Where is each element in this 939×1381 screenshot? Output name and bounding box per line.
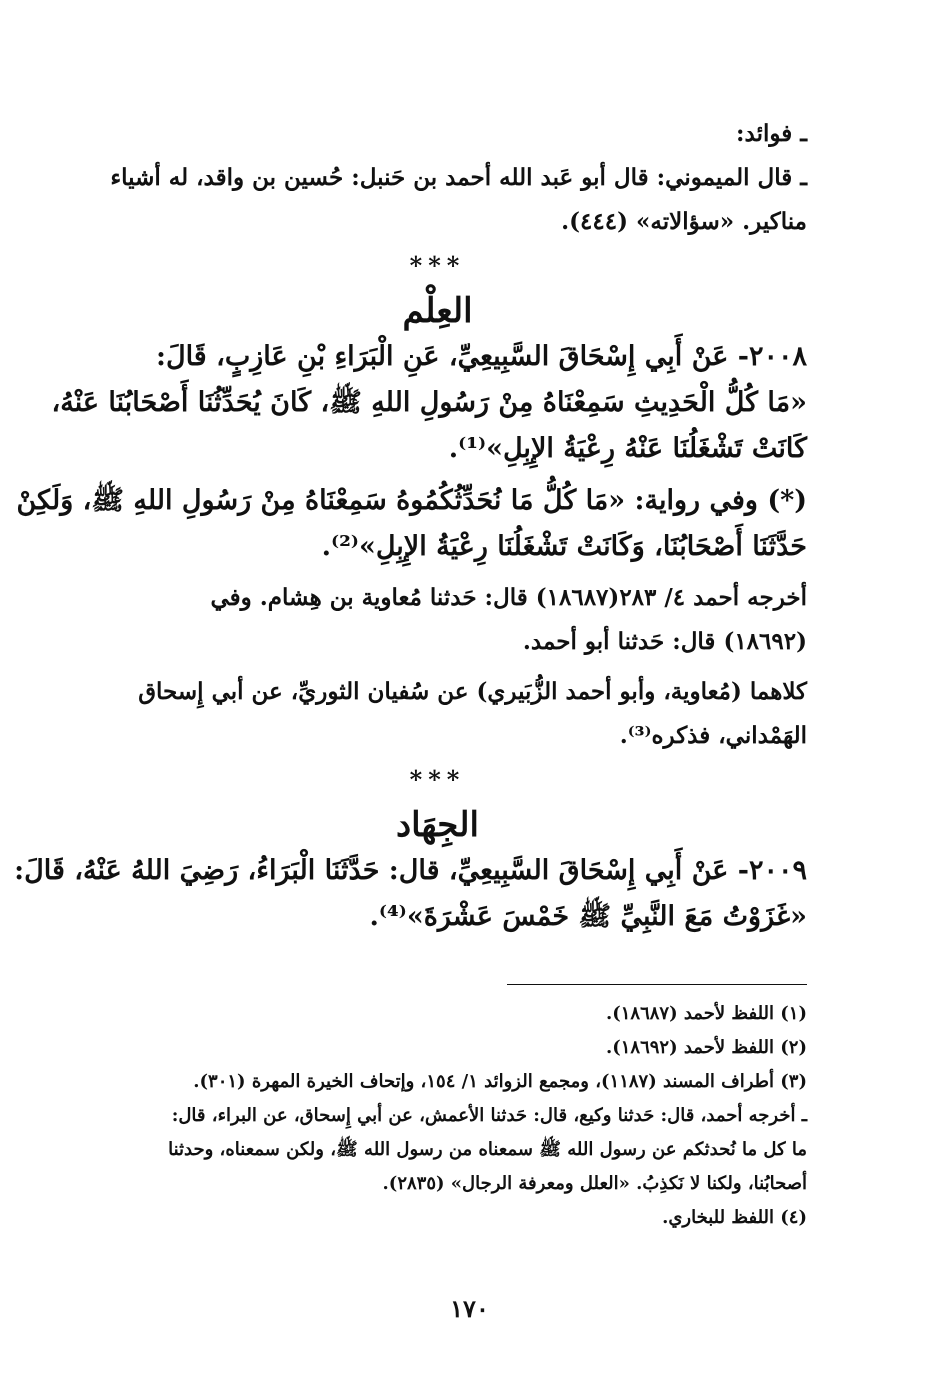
fawaid-line: ـ قال الميموني: قال أبو عَبد الله أحمد بن حَنبل: حُسين بن واقد، له أشياء <box>110 164 807 191</box>
footnote: ما كل ما نُحدثكم عن رسول الله ﷺ سمعناه من رسول الله ﷺ، ولكن سمعناه، وحدثنا <box>168 1139 807 1160</box>
section-title-ilm: العِلْم <box>402 291 473 331</box>
riwaya-line: حَدَّثَنَا أَصْحَابُنَا، وَكَانَتْ تَشْغَلُنَا رِعْيَةُ الإِبِلِ»⁽²⁾. <box>321 531 807 562</box>
hadith-2009-line: «غَزَوْتُ مَعَ النَّبِيِّ ﷺ خَمْسَ عَشْرَةَ»⁽⁴⁾. <box>369 901 807 932</box>
riwaya-line: (*) وفي رواية: «مَا كُلُّ مَا نُحَدِّثُكُمُوهُ سَمِعْنَاهُ مِنْ رَسُولِ اللهِ ﷺ، وَلَكِنْ <box>16 485 807 516</box>
hadith-2008-line: كَانَتْ تَشْغَلُنَا عَنْهُ رِعْيَةُ الإِبِلِ»⁽¹⁾. <box>448 433 807 464</box>
footnote: أصحابُنا، ولكنا لا نَكذِبُ. «العلل ومعرفة الرجال» (٢٨٣٥). <box>382 1173 807 1194</box>
footnote-divider <box>507 984 807 985</box>
section-separator: *** <box>409 765 466 794</box>
fawaid-heading: ـ فوائد: <box>736 120 807 147</box>
takhrij-line: (١٨٦٩٢) قال: حَدثنا أبو أحمد. <box>522 628 807 655</box>
footnote: (٢) اللفظ لأحمد (١٨٦٩٢). <box>605 1037 807 1058</box>
footnote: (٣) أطراف المسند (١١٨٧)، ومجمع الزوائد ١/ ١٥٤، وإتحاف الخيرة المهرة (٣٠١). <box>193 1071 807 1092</box>
section-title-jihad: الجِهَاد <box>396 805 479 845</box>
isnad-line: كلاهما (مُعاوية، وأبو أحمد الزُّبَيري) عن سُفيان الثوريِّ، عن أبي إِسحاق <box>138 678 807 705</box>
page-number: ١٧٠ <box>450 1294 489 1323</box>
hadith-2008-line: «مَا كُلُّ الْحَدِيثِ سَمِعْنَاهُ مِنْ رَسُولِ اللهِ ﷺ، كَانَ يُحَدِّثُنَا أَصْحَابُنَا عَنْهُ، <box>51 387 807 418</box>
fawaid-line: مناكير. «سؤالاته» (٤٤٤). <box>561 208 807 235</box>
footnote: (٤) اللفظ للبخاري. <box>662 1207 807 1228</box>
isnad-line: الهَمْداني، فذكره⁽³⁾. <box>619 722 807 749</box>
hadith-2008-line: ٢٠٠٨- عَنْ أَبِي إِسْحَاقَ السَّبِيعِيِّ، عَنِ الْبَرَاءِ بْنِ عَازِبٍ، قَالَ: <box>155 341 807 372</box>
footnote: (١) اللفظ لأحمد (١٨٦٨٧). <box>605 1003 807 1024</box>
section-separator: *** <box>409 251 466 280</box>
hadith-2009-line: ٢٠٠٩- عَنْ أَبِي إِسْحَاقَ السَّبِيعِيِّ، قال: حَدَّثَنَا الْبَرَاءُ، رَضِيَ اللهُ عَنْهُ، قَالَ: <box>14 855 807 886</box>
takhrij-line: أخرجه أحمد ٤/ ٢٨٣(١٨٦٨٧) قال: حَدثنا مُعاوية بن هِشام. وفي <box>210 584 807 611</box>
footnote: ـ أخرجه أحمد، قال: حَدثنا وكيع، قال: حَدثنا الأعمش، عن أبي إِسحاق، عن البراء، قال: <box>171 1105 807 1126</box>
